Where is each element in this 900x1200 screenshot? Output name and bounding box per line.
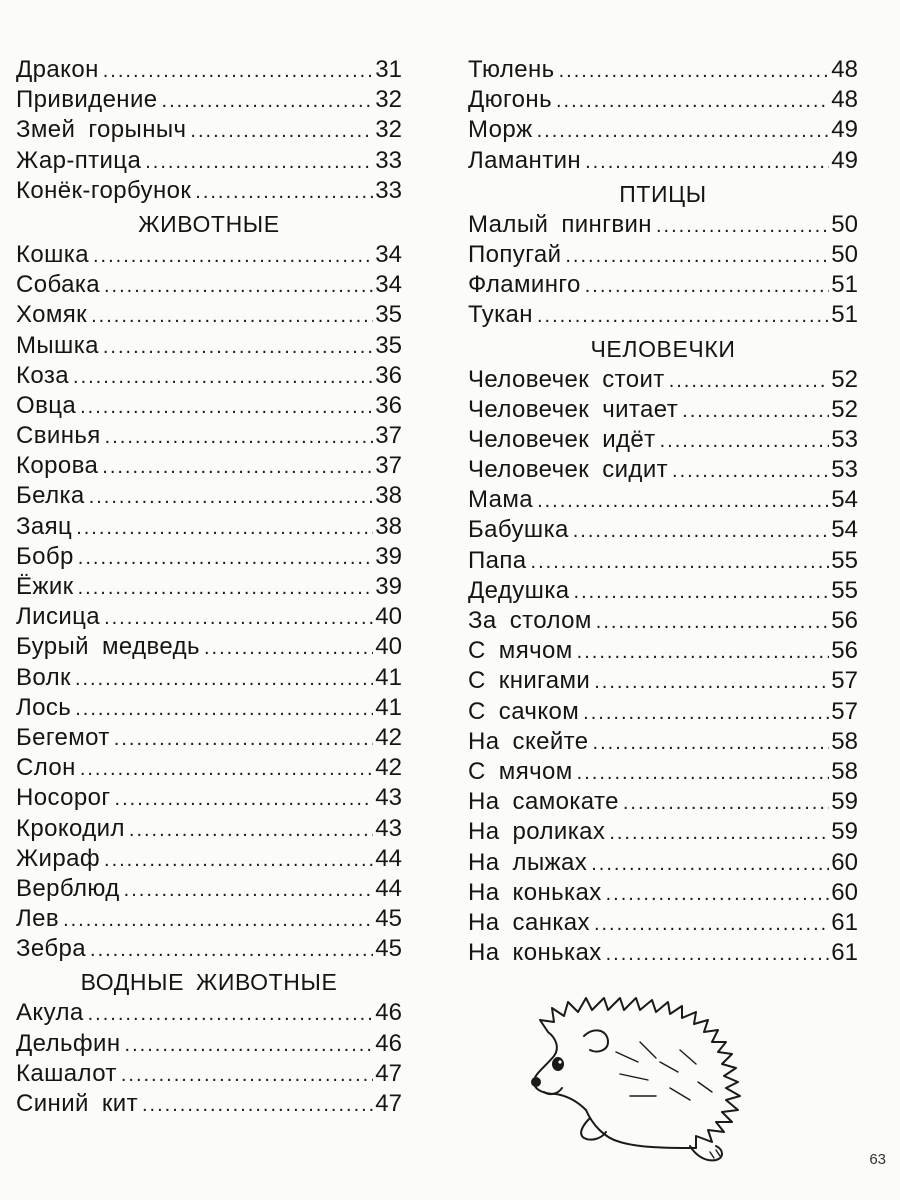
toc-entry-page: 35	[375, 331, 402, 359]
toc-entry-title: Лев	[16, 905, 60, 933]
dot-leader	[102, 456, 373, 479]
toc-entry	[16, 177, 402, 207]
dot-leader	[537, 305, 829, 328]
toc-entry	[16, 271, 402, 301]
toc-entry-page: 35	[375, 301, 402, 329]
dot-leader	[574, 581, 830, 604]
toc-entry-page: 61	[831, 939, 858, 967]
toc-entry-page: 51	[831, 271, 858, 299]
toc-entry-title: С мячом	[468, 637, 573, 665]
toc-entry-page: 33	[375, 146, 402, 174]
dot-leader	[594, 913, 829, 936]
toc-entry-title: Лисица	[16, 603, 101, 631]
toc-entry-page: 49	[831, 116, 858, 144]
toc-entry	[16, 664, 402, 694]
toc-entry	[16, 1030, 402, 1060]
toc-entry	[16, 392, 402, 422]
dot-leader	[80, 758, 373, 781]
toc-entry	[16, 543, 402, 573]
dot-leader	[609, 822, 829, 845]
toc-entry	[468, 849, 858, 879]
toc-entry-title: Бегемот	[16, 723, 110, 751]
hedgehog-nose	[532, 1078, 540, 1086]
dot-leader	[63, 909, 373, 932]
toc-entry-title: Жар-птица	[16, 146, 142, 174]
dot-leader	[145, 151, 373, 174]
dot-leader	[104, 849, 373, 872]
toc-entry-title: Крокодил	[16, 814, 125, 842]
toc-entry	[16, 573, 402, 603]
toc-entry-title: Ламантин	[468, 146, 582, 174]
dot-leader	[190, 120, 373, 143]
toc-entry-title: За столом	[468, 607, 592, 634]
dot-leader	[78, 577, 374, 600]
toc-entry	[16, 362, 402, 392]
dot-leader	[103, 336, 373, 359]
hedgehog-belly	[586, 1110, 696, 1148]
toc-entry	[468, 366, 858, 396]
toc-entry-page: 50	[831, 240, 858, 268]
toc-entry-title: Тюлень	[468, 56, 555, 83]
toc-entry	[16, 784, 402, 814]
dot-leader	[204, 637, 373, 660]
dot-leader	[104, 275, 373, 298]
toc-entry-title: Акула	[16, 999, 84, 1027]
dot-leader	[105, 426, 374, 449]
toc-entry-page: 38	[375, 512, 402, 540]
dot-leader	[195, 181, 373, 204]
dot-leader	[93, 245, 373, 268]
dot-leader	[104, 607, 373, 630]
dot-leader	[121, 1064, 373, 1087]
toc-entry-title: Лось	[16, 693, 72, 721]
toc-entry-page: 45	[375, 935, 402, 963]
toc-entry-page: 46	[375, 1029, 402, 1057]
dot-leader	[594, 671, 829, 694]
toc-entry	[468, 758, 858, 788]
dot-leader	[660, 430, 830, 453]
dot-leader	[656, 215, 829, 238]
toc-entry-title: Собака	[16, 271, 100, 299]
toc-entry-title: Человечек стоит	[468, 365, 665, 393]
dot-leader	[88, 1003, 374, 1026]
toc-entry-title: Человечек идёт	[468, 425, 656, 453]
toc-entry-title: Дельфин	[16, 1029, 121, 1057]
dot-leader	[669, 370, 830, 393]
toc-entry-page: 34	[375, 240, 402, 268]
dot-leader	[606, 943, 830, 966]
toc-entry-page: 61	[831, 908, 858, 936]
toc-group	[16, 241, 402, 966]
toc-entry-page: 37	[375, 452, 402, 480]
toc-entry-title: Дюгонь	[468, 86, 552, 114]
toc-entry	[468, 56, 858, 86]
toc-entry-title: На санках	[468, 908, 590, 936]
toc-entry	[16, 845, 402, 875]
toc-entry-page: 40	[375, 603, 402, 631]
toc-entry-title: Малый пингвин	[468, 210, 652, 238]
toc-entry-page: 56	[831, 637, 858, 665]
toc-entry	[468, 607, 858, 637]
toc-entry	[16, 241, 402, 271]
hedgehog-mouth	[544, 1088, 562, 1094]
toc-entry-title: Фламинго	[468, 271, 581, 299]
section-heading-birds: ПТИЦЫ	[619, 180, 707, 207]
toc-entry	[16, 482, 402, 512]
dot-leader	[573, 520, 830, 543]
toc-entry-page: 60	[831, 848, 858, 876]
toc-left-column	[16, 56, 402, 1120]
toc-entry-title: Ёжик	[16, 573, 74, 600]
toc-group	[16, 56, 402, 207]
toc-entry-page: 48	[831, 86, 858, 114]
dot-leader	[91, 305, 373, 328]
toc-entry-page: 44	[375, 844, 402, 872]
toc-entry-title: Жираф	[16, 844, 101, 872]
dot-leader	[623, 792, 829, 815]
toc-entry	[468, 456, 858, 486]
toc-entry-title: На роликах	[468, 818, 606, 846]
toc-entry-page: 33	[375, 176, 402, 204]
toc-entry-page: 39	[375, 573, 402, 600]
dot-leader	[114, 728, 374, 751]
toc-entry	[16, 56, 402, 86]
toc-group	[16, 999, 402, 1120]
dot-leader	[90, 939, 373, 962]
toc-entry	[468, 818, 858, 848]
toc-group	[468, 366, 858, 970]
toc-entry-title: С сачком	[468, 697, 580, 725]
dot-leader	[129, 819, 373, 842]
toc-entry-page: 36	[375, 391, 402, 419]
toc-entry	[16, 724, 402, 754]
toc-entry-page: 37	[375, 422, 402, 450]
toc-entry-page: 43	[375, 814, 402, 842]
toc-entry-page: 41	[375, 663, 402, 691]
toc-entry-page: 54	[831, 486, 858, 514]
toc-entry	[468, 909, 858, 939]
toc-entry-page: 60	[831, 878, 858, 906]
toc-entry	[16, 633, 402, 663]
toc-entry	[16, 815, 402, 845]
toc-entry-page: 58	[831, 757, 858, 785]
toc-entry-title: Зебра	[16, 935, 87, 963]
toc-entry	[16, 875, 402, 905]
toc-entry	[16, 603, 402, 633]
toc-entry	[16, 935, 402, 965]
dot-leader	[142, 1094, 373, 1117]
dot-leader	[537, 490, 829, 513]
dot-leader	[596, 611, 830, 634]
toc-entry-page: 47	[375, 1090, 402, 1117]
toc-entry-page: 42	[375, 723, 402, 751]
toc-entry-title: Попугай	[468, 240, 562, 268]
toc-entry-page: 59	[831, 818, 858, 846]
toc-entry-title: Белка	[16, 482, 85, 510]
toc-entry	[468, 547, 858, 577]
toc-entry-page: 52	[831, 365, 858, 393]
hedgehog-illustration	[520, 992, 790, 1172]
toc-entry-page: 53	[831, 425, 858, 453]
dot-leader	[80, 396, 373, 419]
dot-leader	[115, 788, 374, 811]
dot-leader	[124, 879, 374, 902]
hedgehog-spines	[540, 998, 740, 1148]
toc-entry-title: Кашалот	[16, 1059, 117, 1087]
toc-entry	[468, 516, 858, 546]
toc-entry	[16, 332, 402, 362]
toc-entry-page: 46	[375, 999, 402, 1027]
toc-entry-page: 43	[375, 784, 402, 812]
toc-entry-title: Волк	[16, 663, 71, 691]
toc-entry-title: На скейте	[468, 727, 589, 755]
toc-entry-page: 48	[831, 56, 858, 83]
toc-entry	[16, 694, 402, 724]
toc-entry-page: 52	[831, 395, 858, 423]
toc-group	[468, 56, 858, 177]
toc-entry-page: 56	[831, 607, 858, 634]
dot-leader	[78, 547, 374, 570]
toc-entry-title: Бабушка	[468, 516, 569, 544]
toc-entry-page: 57	[831, 697, 858, 725]
toc-entry-title: Мама	[468, 486, 534, 514]
toc-entry	[468, 879, 858, 909]
toc-entry-title: Верблюд	[16, 874, 120, 902]
toc-entry-title: Синий кит	[16, 1090, 138, 1117]
toc-entry-page: 39	[375, 542, 402, 570]
toc-entry-title: На коньках	[468, 878, 602, 906]
section-heading-people: ЧЕЛОВЕЧКИ	[590, 335, 736, 362]
dot-leader	[577, 641, 830, 664]
toc-entry-title: На коньках	[468, 939, 602, 967]
toc-entry-title: Мышка	[16, 331, 99, 359]
dot-leader	[531, 551, 830, 574]
section-heading-animals: ЖИВОТНЫЕ	[138, 210, 280, 237]
toc-entry	[468, 211, 858, 241]
toc-group	[468, 211, 858, 332]
toc-entry-title: Морж	[468, 116, 533, 144]
toc-entry-title: Овца	[16, 391, 77, 419]
section-heading-water-animals: ВОДНЫЕ ЖИВОТНЫЕ	[80, 969, 338, 996]
toc-entry	[468, 241, 858, 271]
toc-entry-page: 57	[831, 667, 858, 695]
toc-entry-title: С книгами	[468, 667, 591, 695]
toc-entry-title: Заяц	[16, 512, 73, 540]
toc-entry-page: 51	[831, 301, 858, 329]
toc-entry-title: Дедушка	[468, 576, 570, 604]
toc-entry	[468, 147, 858, 177]
toc-entry-title: Конёк-горбунок	[16, 176, 192, 204]
toc-entry-page: 58	[831, 727, 858, 755]
toc-entry-title: На лыжах	[468, 848, 588, 876]
toc-entry-page: 45	[375, 905, 402, 933]
toc-entry-title: Слон	[16, 754, 76, 782]
toc-entry-title: Бурый медведь	[16, 633, 200, 661]
toc-entry	[468, 116, 858, 146]
dot-leader	[577, 762, 830, 785]
hedgehog-ear	[584, 1030, 608, 1051]
toc-entry-page: 59	[831, 788, 858, 816]
toc-entry-title: Тукан	[468, 301, 533, 329]
toc-entry	[468, 86, 858, 116]
toc-entry-title: Хомяк	[16, 301, 88, 329]
dot-leader	[556, 90, 829, 113]
toc-entry-page: 42	[375, 754, 402, 782]
dot-leader	[125, 1034, 374, 1057]
dot-leader	[585, 151, 829, 174]
toc-entry-page: 49	[831, 146, 858, 174]
dot-leader	[606, 883, 830, 906]
toc-entry-title: Дракон	[16, 56, 99, 83]
toc-entry-title: Змей горыныч	[16, 116, 187, 144]
toc-entry	[16, 86, 402, 116]
toc-entry-title: Свинья	[16, 422, 101, 450]
page-number: 63	[869, 1151, 886, 1168]
dot-leader	[75, 698, 373, 721]
dot-leader	[565, 245, 829, 268]
dot-leader	[89, 486, 374, 509]
dot-leader	[682, 400, 829, 423]
toc-entry-title: На самокате	[468, 788, 619, 816]
toc-entry	[16, 452, 402, 482]
toc-entry-title: Кошка	[16, 240, 89, 268]
toc-entry	[16, 1090, 402, 1120]
toc-entry	[16, 422, 402, 452]
toc-entry-page: 53	[831, 456, 858, 484]
dot-leader	[73, 366, 373, 389]
toc-entry-page: 55	[831, 576, 858, 604]
dot-leader	[537, 120, 830, 143]
toc-entry-title: Носорог	[16, 784, 111, 812]
toc-entry	[16, 999, 402, 1029]
hedgehog-front-leg	[581, 1118, 606, 1140]
toc-entry-page: 31	[375, 56, 402, 83]
toc-entry-title: Корова	[16, 452, 99, 480]
toc-entry-page: 41	[375, 693, 402, 721]
toc-entry	[468, 577, 858, 607]
toc-entry-page: 44	[375, 874, 402, 902]
toc-entry-title: Папа	[468, 546, 527, 574]
dot-leader	[585, 275, 830, 298]
toc-entry-title: Человечек сидит	[468, 456, 669, 484]
toc-entry-title: Привидение	[16, 86, 158, 114]
toc-entry-page: 32	[375, 116, 402, 144]
toc-entry	[16, 116, 402, 146]
dot-leader	[103, 60, 374, 83]
hedgehog-face	[534, 1032, 586, 1110]
toc-entry	[16, 147, 402, 177]
toc-entry	[468, 396, 858, 426]
toc-entry-page: 55	[831, 546, 858, 574]
dot-leader	[593, 732, 830, 755]
toc-entry	[16, 301, 402, 331]
dot-leader	[672, 460, 829, 483]
toc-entry	[468, 698, 858, 728]
toc-entry	[468, 667, 858, 697]
toc-entry	[468, 271, 858, 301]
toc-entry	[468, 301, 858, 331]
toc-entry	[468, 486, 858, 516]
dot-leader	[559, 60, 830, 83]
toc-entry-page: 38	[375, 482, 402, 510]
toc-entry	[468, 426, 858, 456]
toc-entry-page: 47	[375, 1059, 402, 1087]
toc-entry-page: 34	[375, 271, 402, 299]
toc-entry	[468, 788, 858, 818]
toc-entry-page: 50	[831, 210, 858, 238]
toc-entry-title: Бобр	[16, 542, 74, 570]
toc-entry-page: 36	[375, 361, 402, 389]
toc-entry-title: Человечек читает	[468, 395, 679, 423]
toc-entry-page: 40	[375, 633, 402, 661]
toc-entry	[16, 754, 402, 784]
toc-entry	[16, 905, 402, 935]
toc-right-column	[468, 56, 858, 969]
dot-leader	[583, 702, 829, 725]
toc-entry-title: Коза	[16, 361, 70, 389]
toc-entry-page: 54	[831, 516, 858, 544]
toc-entry	[468, 728, 858, 758]
dot-leader	[76, 517, 373, 540]
dot-leader	[591, 853, 829, 876]
toc-entry	[468, 637, 858, 667]
toc-entry-title: С мячом	[468, 757, 573, 785]
toc-entry	[468, 939, 858, 969]
dot-leader	[162, 90, 374, 113]
toc-entry	[16, 513, 402, 543]
toc-entry	[16, 1060, 402, 1090]
dot-leader	[75, 668, 373, 691]
toc-entry-page: 32	[375, 86, 402, 114]
hedgehog-eye	[553, 1058, 563, 1070]
